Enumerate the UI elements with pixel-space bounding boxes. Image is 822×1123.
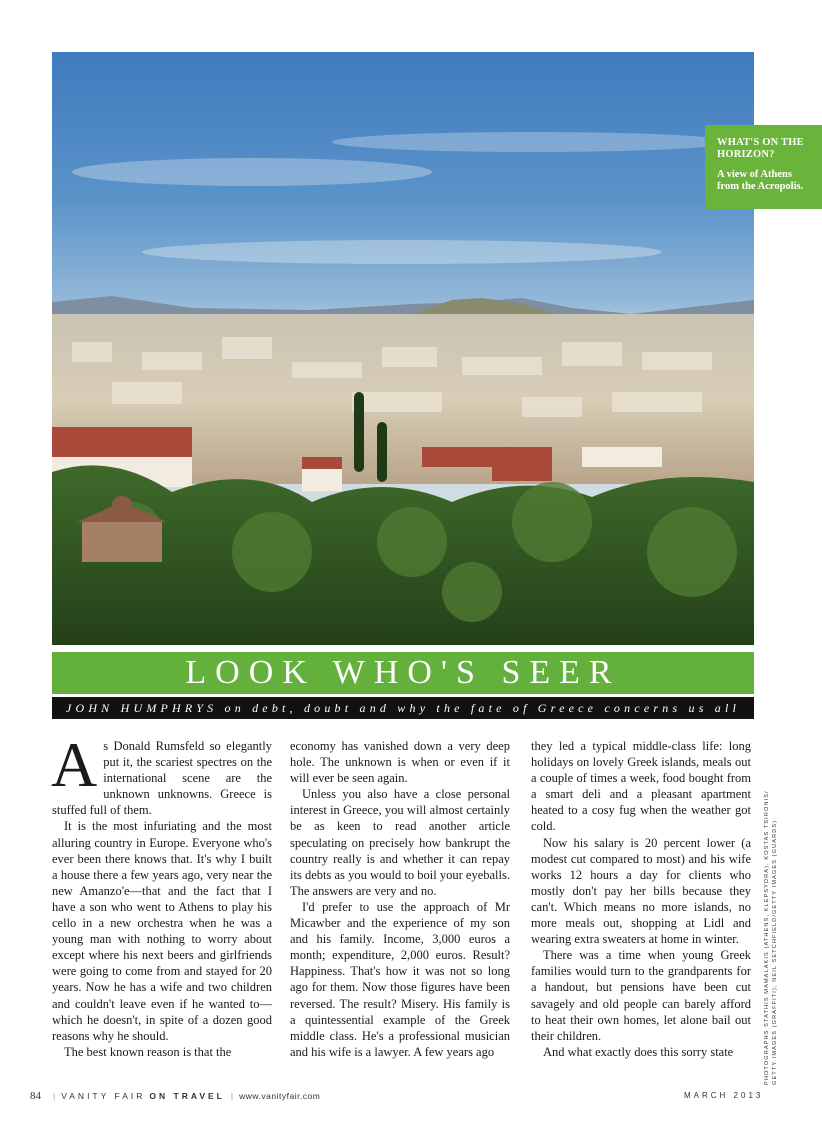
article-paragraph: Unless you also have a close personal interest in Greece, you will almost certainly be as keen to read another article speculating on precisely how bankrupt the country really is and whether it can repay its debts as you would to boil your eyeballs. The answers are very and no.: [290, 787, 510, 898]
page-number: 84: [30, 1090, 41, 1102]
article-paragraph: Now his salary is 20 percent lower (a modest cut compared to most) and his wife works 12 hours a day for clients who mostly don't pay her bills because they can't. Which means no more islands, no more meals out, shopping at Lidl and wearing extra sweaters at home in winter.: [531, 835, 751, 947]
callout-kicker: WHAT'S ON THE HORIZON?: [717, 137, 804, 160]
article-paragraph: And what exactly does this sorry state: [543, 1044, 734, 1059]
article-paragraph: they led a typical middle-class life: long holidays on lovely Greek islands, meals out a couple of times a week, food bought from a smart deli and a pleasant apartment heated to a cosy fug when the weather got cold.: [531, 739, 751, 834]
article-column-3: [531, 738, 751, 1060]
article-paragraph: As Donald Rumsfeld so elegantly put it, the scariest spectres on the international scene are the unknown unknowns. Greece is stuffed full of them.: [51, 729, 272, 818]
article-column-1: [51, 729, 272, 1060]
deck-bar: [52, 697, 754, 719]
page-footer: 84 | VANITY FAIR ON TRAVEL | www.vanityfair.com: [30, 1090, 321, 1102]
athens-photo: [52, 52, 804, 645]
photo-credits: [763, 735, 779, 1085]
photo-callout: [705, 125, 822, 209]
article-paragraph: economy has vanished down a very deep hole. The unknown is when or even if it will ever be seen again.: [290, 739, 510, 786]
athens-cityscape-illustration: [52, 52, 754, 645]
article-paragraph: It is the most infuriating and the most alluring country in Europe. Everyone who's ever been there knows that. It's why I built a house there a few years ago, very near the new Amanzo'e—that and the fact that I have a son who went to Athens to play his cello in a new orchestra when he was a young man with nothing to worry about except where his next beers and girlfriends were going to come from and stayed for 20 years. Now he has a wife and two children and couldn't leave even if he wanted to—which he doesn't, in spite of a dozen good reasons why he should.: [52, 819, 272, 1043]
section-name: ON TRAVEL: [149, 1091, 225, 1101]
credits-line: PHOTOGRAPHS STATHIS MAMALAKIS (ATHENS, KLEPSYDRA), KOSTAS TSIRONIS/: [764, 790, 770, 1085]
article-paragraph: The best known reason is that the: [64, 1044, 232, 1059]
headline-banner: [52, 652, 754, 694]
headline-text: LOOK WHO'S SEER: [185, 654, 621, 691]
article-paragraph: I'd prefer to use the approach of Mr Micawber and the experience of my son and his family. Income, 3,000 euros a month; expenditure, 2,000 euros. Result? Happiness. That's how it was not so long ago for them. Now those figures have been reversed. The result? Misery. His family is a quintessential example of the Greek middle class. He's a professional musician and his wife is a lawyer. A few years ago: [290, 899, 510, 1059]
deck-text: JOHN HUMPHRYS on debt, doubt and why the fate of Greece concerns us all: [65, 700, 741, 715]
website-link[interactable]: www.vanityfair.com: [239, 1091, 321, 1101]
article-paragraph: There was a time when young Greek families would turn to the grandparents for a handout, but pensions have been cut savagely and old people can barely afford to heat their own homes, let alone bail out their children.: [531, 948, 751, 1043]
credits-line: GETTY IMAGES (GRAFFITI); NEIL SETCHFIELD/GETTY IMAGES (GUARDS): [772, 819, 778, 1085]
callout-caption: A view of Athens from the Acropolis.: [717, 169, 804, 192]
article-column-2: [290, 738, 510, 1060]
issue-date: MARCH 2013: [684, 1091, 764, 1100]
magazine-name: VANITY FAIR: [61, 1091, 146, 1101]
drop-cap: A: [51, 729, 98, 800]
